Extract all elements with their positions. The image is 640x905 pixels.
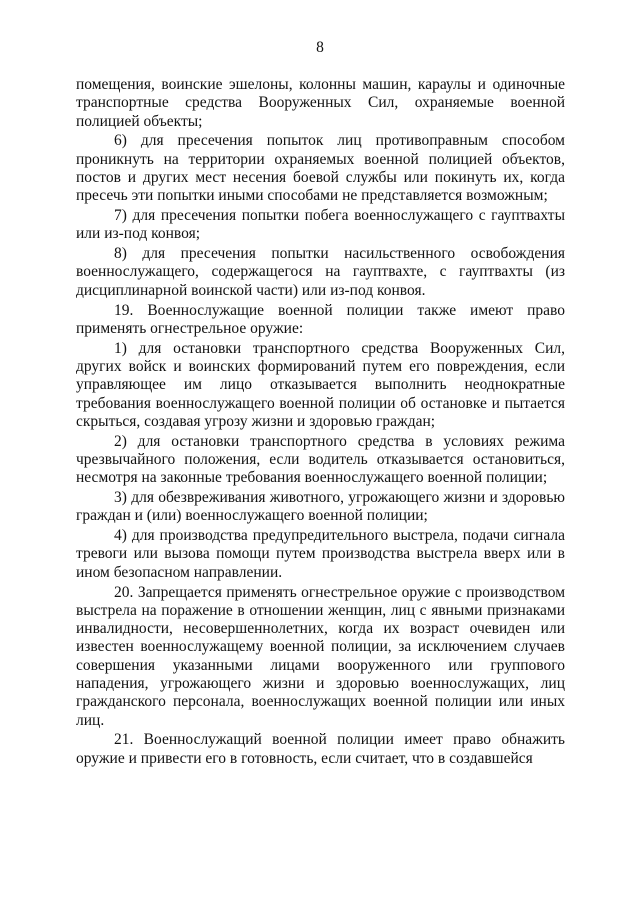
paragraph-item-7: 7) для пресечения попытки побега военнослужащего с гауптвахты или из-под конвоя; (76, 207, 565, 243)
document-body (76, 76, 565, 769)
paragraph-section-19: 19. Военнослужащие военной полиции также имеют право применять огнестрельное оружие: (76, 301, 565, 337)
paragraph-item-8: 8) для пресечения попытки насильственного освобождения военнослужащего, содержащегося на гауптвахте, с гауптвахты (из дисциплинарной воинской части) или из-под конвоя. (76, 245, 565, 299)
paragraph-section-20: 20. Запрещается применять огнестрельное оружие с производством выстрела на поражение в отношении женщин, лиц с явными признаками инвалидности, несовершеннолетних, когда их возраст очевиден или известен военнослужащему военной полиции, за исключением случаев совершения указанными лицами вооруженного или группового нападения, угрожающего жизни и здоровью военнослужащих, лиц гражданского персонала, военнослужащих военной полиции или иных лиц. (76, 583, 565, 729)
paragraph-continuation: помещения, воинские эшелоны, колонны машин, караулы и одиночные транспортные средства Вооруженных Сил, охраняемые военной полицией объекты; (76, 76, 565, 130)
paragraph-section-19-item-4: 4) для производства предупредительного выстрела, подачи сигнала тревоги или вызова помощи путем производства выстрела вверх или в ином безопасном направлении. (76, 527, 565, 581)
paragraph-section-19-item-2: 2) для остановки транспортного средства в условиях режима чрезвычайного положения, если водитель отказывается остановиться, несмотря на законные требования военнослужащего военной полиции; (76, 432, 565, 487)
paragraph-item-6: 6) для пресечения попыток лиц противоправным способом проникнуть на территории охраняемых военной полицией объектов, постов и других мест несения боевой службы или покинуть их, когда пресечь эти попытки иными способами не представляется возможным; (76, 132, 565, 205)
paragraph-section-19-item-3: 3) для обезвреживания животного, угрожающего жизни и здоровью граждан и (или) военнослужащего военной полиции; (76, 489, 565, 525)
paragraph-section-21: 21. Военнослужащий военной полиции имеет право обнажить оружие и привести его в готовность, если считает, что в создавшейся (76, 731, 565, 767)
page-number: 8 (316, 39, 324, 56)
paragraph-section-19-item-1: 1) для остановки транспортного средства Вооруженных Сил, других войск и воинских формирований путем его повреждения, если управляющее им лицо отказывается выполнить неоднократные требования военнослужащего военной полиции об остановке и пытается скрыться, создавая угрозу жизни и здоровью граждан; (76, 339, 565, 430)
